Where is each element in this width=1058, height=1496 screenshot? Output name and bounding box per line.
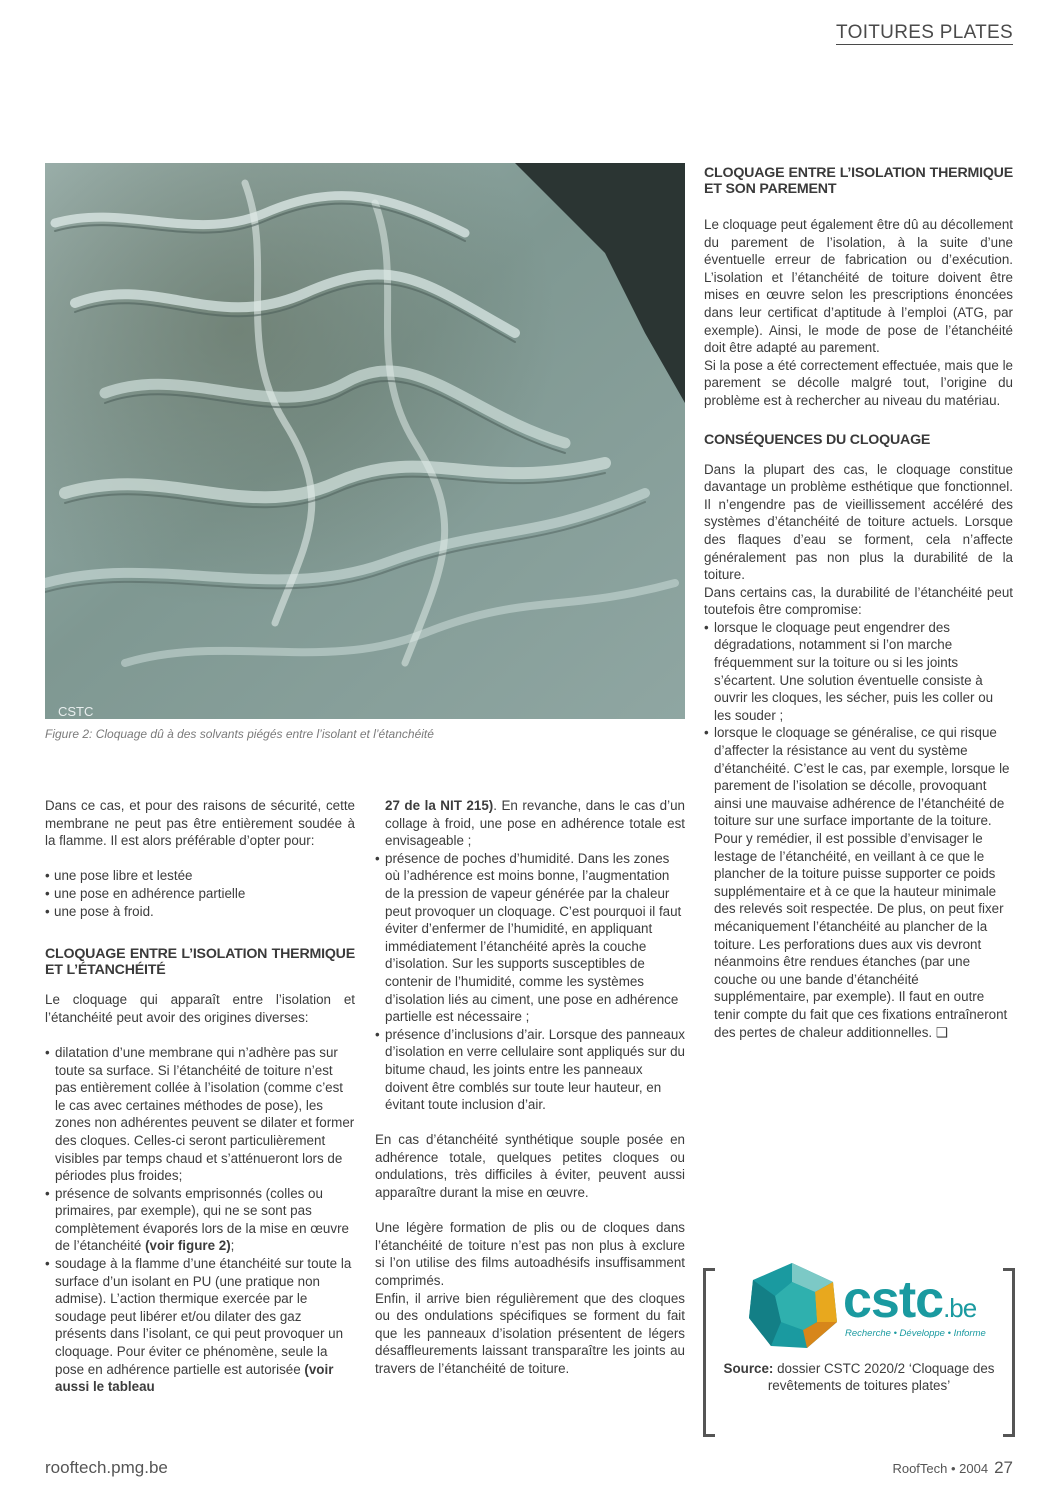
footer-url-link[interactable]: rooftech.pmg.be bbox=[45, 1458, 168, 1477]
cstc-dodecahedron-logo-icon bbox=[745, 1260, 840, 1350]
figure-photo bbox=[45, 163, 685, 719]
cstc-tagline: Recherche • Développe • Informe bbox=[845, 1328, 986, 1339]
end-mark-icon: ❑ bbox=[935, 1024, 948, 1040]
section-label: TOITURES PLATES bbox=[836, 22, 1013, 43]
paragraph: Le cloquage peut également être dû au décollement du parement de l’isolation, à la suite d’une éventuelle erreur de fabrication ou d’exécution. L’isolation et l’étanchéité de toiture doivent être mises en œuvre selon les prescriptions énoncées dans leur certificat d’aptitude à l’emploi (ATG, par exemple). Ainsi, le mode de pose de l’étanchéité doit être adapté au parement. bbox=[704, 217, 1013, 356]
list-item: • une pose libre et lestée bbox=[45, 867, 355, 885]
heading-consequences: CONSÉQUENCES DU CLOQUAGE bbox=[704, 431, 931, 448]
column-3 bbox=[704, 165, 1013, 1041]
table-reference: (voir aussi le tableau bbox=[55, 1361, 334, 1395]
cstc-logo-text: cstc.be bbox=[843, 1271, 977, 1329]
column-1 bbox=[45, 797, 355, 1396]
list-continuation: 27 de la NIT 215). En revanche, dans le cas d’un collage à froid, une pose en adhérence totale est envisageable ; bbox=[385, 798, 685, 849]
list-item: • lorsque le cloquage se généralise, ce qui risque d’affecter la résistance au vent du système d’étanchéité. C’est le cas, par exemple, lorsque le parement de l’isolation se décolle, provoquant ainsi une mauvaise adhérence de l’étanchéité de toiture sur une surface importante de la toiture. Pour y remédier, il est possible d’envisager le lestage de l’étanchéité, en veillant à ce que le plancher de la toiture puisse supporter ce poids supplémentaire et à ce que la hauteur minimale des relevés soit respectée. De plus, on peut fixer mécaniquement l’étanchéité au plancher de la toiture. Les perforations dues aux vis devront néanmoins être rendues étanches (par une couche ou une bande d’étanchéité supplémentaire, par exemple). Il faut en outre tenir compte du fait que ces fixations entraîneront des pertes de chaleur additionnelles. ❑ bbox=[704, 724, 1013, 1041]
paragraph: Enfin, il arrive bien régulièrement que des cloques ou des ondulations spécifiques se forment du fait que les panneaux d’isolation présentent de légers désaffleurements laissant transparaître les joints au travers de l’étanchéité de toiture. bbox=[375, 1290, 685, 1376]
intro-paragraph: Dans ce cas, et pour des raisons de sécurité, cette membrane ne peut pas être entièrement soudée à la flamme. Il est alors préférable d’opter pour: bbox=[45, 798, 355, 849]
list-item: • soudage à la flamme d’une étanchéité sur toute la surface d’un isolant en PU (une pratique non admise). L’action thermique exercée par le soudage peut libérer et/ou dilater des gaz présents dans l’isolant, ce qui peut provoquer un cloquage. Pour éviter ce phénomène, seule la pose en adhérence partielle est autorisée (voir aussi le tableau bbox=[45, 1255, 355, 1396]
column-2 bbox=[375, 797, 685, 1378]
figure-reference: (voir figure 2) bbox=[145, 1238, 231, 1254]
paragraph: Si la pose a été correctement effectuée, mais que le parement se décolle malgré tout, l’origine du problème est à rechercher au niveau du matériau. bbox=[704, 357, 1013, 408]
causes-list bbox=[45, 1044, 355, 1396]
paragraph: Dans certains cas, la durabilité de l’étanchéité peut toutefois être compromise: bbox=[704, 584, 1013, 618]
blistered-membrane-image bbox=[45, 163, 685, 719]
source-box bbox=[703, 1264, 1015, 1439]
list-item: • présence de solvants emprisonnés (colles ou primaires, par exemple), qui ne se sont pas complètement évaporés lors de la mise en œuvre de l’étanchéité (voir figure 2); bbox=[45, 1185, 355, 1255]
consequences-list bbox=[704, 619, 1013, 1041]
source-text: Source: dossier CSTC 2020/2 ‘Cloquage des revêtements de toitures plates’ bbox=[723, 1361, 995, 1393]
footer-publication: RoofTech • 2004 27 bbox=[892, 1458, 1013, 1477]
list-item: • une pose à froid. bbox=[45, 903, 355, 921]
photo-credit: CSTC bbox=[58, 704, 94, 719]
bracket-right bbox=[1003, 1268, 1015, 1437]
heading-isolation-etancheite: CLOQUAGE ENTRE L’ISOLATION THERMIQUE ET L’ÉTANCHÉITÉ bbox=[45, 946, 355, 979]
page-number: 27 bbox=[994, 1458, 1013, 1477]
list-item: • lorsque le cloquage peut engendrer des dégradations, notamment si l’on marche fréquemment sur la toiture ou si les joints s’écartent. Une solution éventuelle consiste à ouvrir les cloques, les sécher, puis les coller ou les souder ; bbox=[704, 619, 1013, 725]
heading-isolation-parement: CLOQUAGE ENTRE L’ISOLATION THERMIQUE ET SON PAREMENT bbox=[704, 165, 1013, 197]
list-item: • présence d’inclusions d’air. Lorsque des panneaux d’isolation en verre cellulaire sont appliqués sur du bitume chaud, les joints entre les panneaux doivent être comblés sur toute leur hauteur, en évitant toute inclusion d’air. bbox=[375, 1026, 685, 1114]
paragraph: Une légère formation de plis ou de cloques dans l’étanchéité de toiture n’est pas non plus à exclure si l’on utilise des films autoadhésifs insuffisamment comprimés. bbox=[375, 1220, 685, 1289]
paragraph: Dans la plupart des cas, le cloquage constitue davantage un problème esthétique que fonctionnel. Il n’engendre pas de vieillissement accéléré des systèmes d’étanchéité de toiture actuels. Lorsque des flaques d’eau se forment, cela n’affecte généralement pas non plus la durabilité de la toiture. bbox=[704, 461, 1013, 583]
paragraph: Le cloquage qui apparaît entre l’isolation et l’étanchéité peut avoir des origines diverses: bbox=[45, 992, 355, 1025]
list-item: • dilatation d’une membrane qui n’adhère pas sur toute sa surface. Si l’étanchéité de toiture n’est pas entièrement collée à l’isolation (comme c’est le cas avec certaines méthodes de pose), les zones non adhérentes peuvent se dilater et former des cloques. Celles-ci seront particulièrement visibles par temps chaud et s’atténueront lors de périodes plus froides; bbox=[45, 1044, 355, 1185]
causes-list-continued bbox=[375, 850, 685, 1114]
figure-caption: Figure 2: Cloquage dû à des solvants piégés entre l’isolant et l’étanchéité bbox=[45, 727, 434, 741]
list-item: • présence de poches d’humidité. Dans les zones où l’adhérence est moins bonne, l’augmentation de la pression de vapeur générée par la chaleur peut provoquer un cloquage. C’est pourquoi il faut éviter d’enfermer de l’humidité, en appliquant immédiatement l’étanchéité après la couche d’isolation. Sur les supports susceptibles de contenir de l’humidité, comme les systèmes d’isolation liés au ciment, une pose en adhérence partielle est nécessaire ; bbox=[375, 850, 685, 1026]
list-item: • une pose en adhérence partielle bbox=[45, 885, 355, 903]
paragraph: En cas d’étanchéité synthétique souple posée en adhérence totale, quelques petites cloques ou ondulations, très difficiles à éviter, peuvent aussi apparaître durant la mise en œuvre. bbox=[375, 1132, 685, 1201]
bracket-left bbox=[703, 1268, 715, 1437]
options-list bbox=[45, 867, 355, 920]
